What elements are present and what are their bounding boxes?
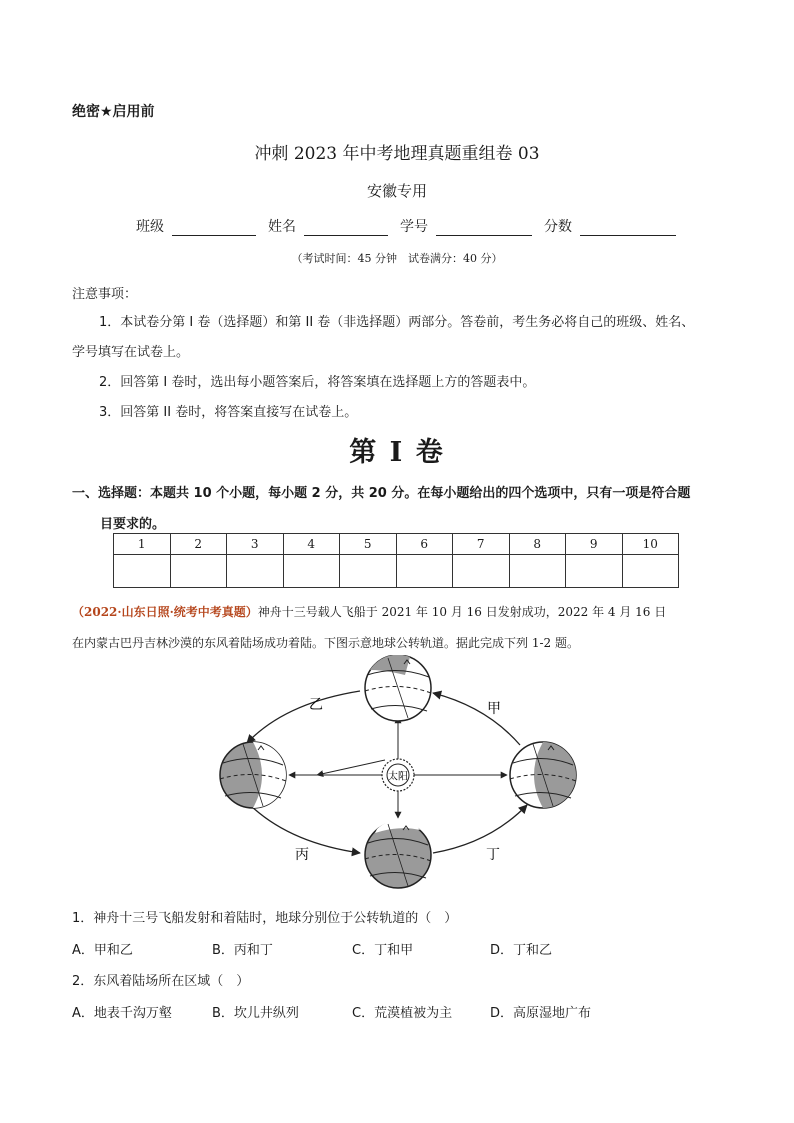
context-line: [72, 597, 722, 628]
part-title: 第 I 卷: [349, 437, 445, 468]
student-id-blank[interactable]: [436, 219, 532, 236]
question-number-cell: 1: [114, 534, 171, 555]
class-label: 班级: [136, 219, 164, 235]
question-number-cell: 5: [340, 534, 397, 555]
note-item: 学号填写在试卷上。: [72, 345, 190, 360]
class-blank[interactable]: [172, 219, 256, 236]
score-blank[interactable]: [580, 219, 676, 236]
option[interactable]: C．丁和甲: [352, 943, 414, 958]
earth-bottom: [365, 820, 431, 888]
earth-orbit-diagram: [205, 655, 590, 900]
paper-subtitle: 安徽专用: [366, 182, 427, 200]
answer-cell[interactable]: [566, 555, 623, 588]
question-number-cell: 10: [622, 534, 679, 555]
answer-cell[interactable]: [114, 555, 171, 588]
answer-table: [113, 533, 679, 588]
student-info-fields: [136, 216, 676, 236]
notes-title: 注意事项：: [72, 287, 138, 302]
score-label: 分数: [544, 219, 572, 235]
option[interactable]: B．坎儿井纵列: [212, 1006, 299, 1021]
answer-table-answer-row: [114, 555, 679, 588]
answer-cell[interactable]: [227, 555, 284, 588]
exam-info: （考试时间：45 分钟 试卷满分：40 分）: [291, 252, 503, 265]
paper-title: 冲刺 2023 年中考地理真题重组卷 03: [254, 144, 540, 164]
question-context: [72, 597, 722, 659]
question-options: [72, 939, 552, 958]
answer-cell[interactable]: [170, 555, 227, 588]
orbit-arrow-bottom-right: [433, 805, 527, 853]
answer-cell[interactable]: [509, 555, 566, 588]
note-item: 3．回答第 II 卷时，将答案直接写在试卷上。: [99, 405, 358, 420]
orbit-label-ding: 丁: [486, 847, 500, 863]
note-item: 1．本试卷分第 I 卷（选择题）和第 II 卷（非选择题）两部分。答卷前，考生务必将自己的班级、姓名、: [99, 315, 695, 330]
question-number-cell: 2: [170, 534, 227, 555]
orbit-label-bing: 丙: [295, 847, 309, 863]
option[interactable]: D．高原湿地广布: [490, 1006, 592, 1021]
earth-left: [220, 742, 286, 808]
question-number-cell: 6: [396, 534, 453, 555]
context-text: 神舟十三号载人飞船于 2021 年 10 月 16 日发射成功，2022 年 4 月 16 日: [257, 605, 667, 619]
student-id-label: 学号: [400, 219, 428, 235]
answer-cell[interactable]: [283, 555, 340, 588]
question-number-cell: 9: [566, 534, 623, 555]
name-blank[interactable]: [304, 219, 388, 236]
section-line: 目要求的。: [100, 517, 166, 532]
option[interactable]: A．甲和乙: [72, 943, 133, 958]
answer-cell[interactable]: [340, 555, 397, 588]
orbit-label-jia: 甲: [487, 701, 501, 717]
question-stem: 2．东风着陆场所在区域（ ）: [72, 974, 250, 989]
answer-cell[interactable]: [396, 555, 453, 588]
orbit-arrow-bottom-left: [250, 805, 360, 853]
earth-top: [365, 655, 431, 721]
context-source: （2022·山东日照·统考中考真题）: [72, 605, 258, 619]
question-stem: 1．神舟十三号飞船发射和着陆时，地球分别位于公转轨道的（ ）: [72, 911, 458, 926]
earth-right: [510, 742, 576, 808]
option[interactable]: A．地表千沟万壑: [72, 1006, 172, 1021]
sun-label: 太阳: [388, 771, 408, 783]
answer-table-header-row: [114, 534, 679, 555]
option[interactable]: C．荒漠植被为主: [352, 1006, 453, 1021]
question-number-cell: 8: [509, 534, 566, 555]
sun-ray-left: [317, 760, 385, 775]
option[interactable]: B．丙和丁: [212, 943, 273, 958]
option[interactable]: D．丁和乙: [490, 943, 553, 958]
confidential-mark: 绝密★启用前: [72, 104, 155, 120]
orbit-arrow-top-right: [433, 693, 520, 745]
answer-cell[interactable]: [453, 555, 510, 588]
note-item: 2．回答第 I 卷时，选出每小题答案后，将答案填在选择题上方的答题表中。: [99, 375, 536, 390]
orbit-label-yi: 乙: [309, 697, 323, 713]
section-instructions: [72, 478, 732, 540]
question-number-cell: 3: [227, 534, 284, 555]
section-line: 一、选择题：本题共 10 个小题，每小题 2 分，共 20 分。在每小题给出的四个选项中，只有一项是符合题: [72, 486, 691, 501]
question-number-cell: 4: [283, 534, 340, 555]
name-label: 姓名: [268, 219, 296, 235]
question-options: [72, 1002, 591, 1021]
question-number-cell: 7: [453, 534, 510, 555]
orbit-arrow-top-left: [247, 691, 360, 743]
context-line: 在内蒙古巴丹吉林沙漠的东风着陆场成功着陆。下图示意地球公转轨道。据此完成下列 1-2 题。: [72, 636, 579, 650]
answer-cell[interactable]: [622, 555, 679, 588]
